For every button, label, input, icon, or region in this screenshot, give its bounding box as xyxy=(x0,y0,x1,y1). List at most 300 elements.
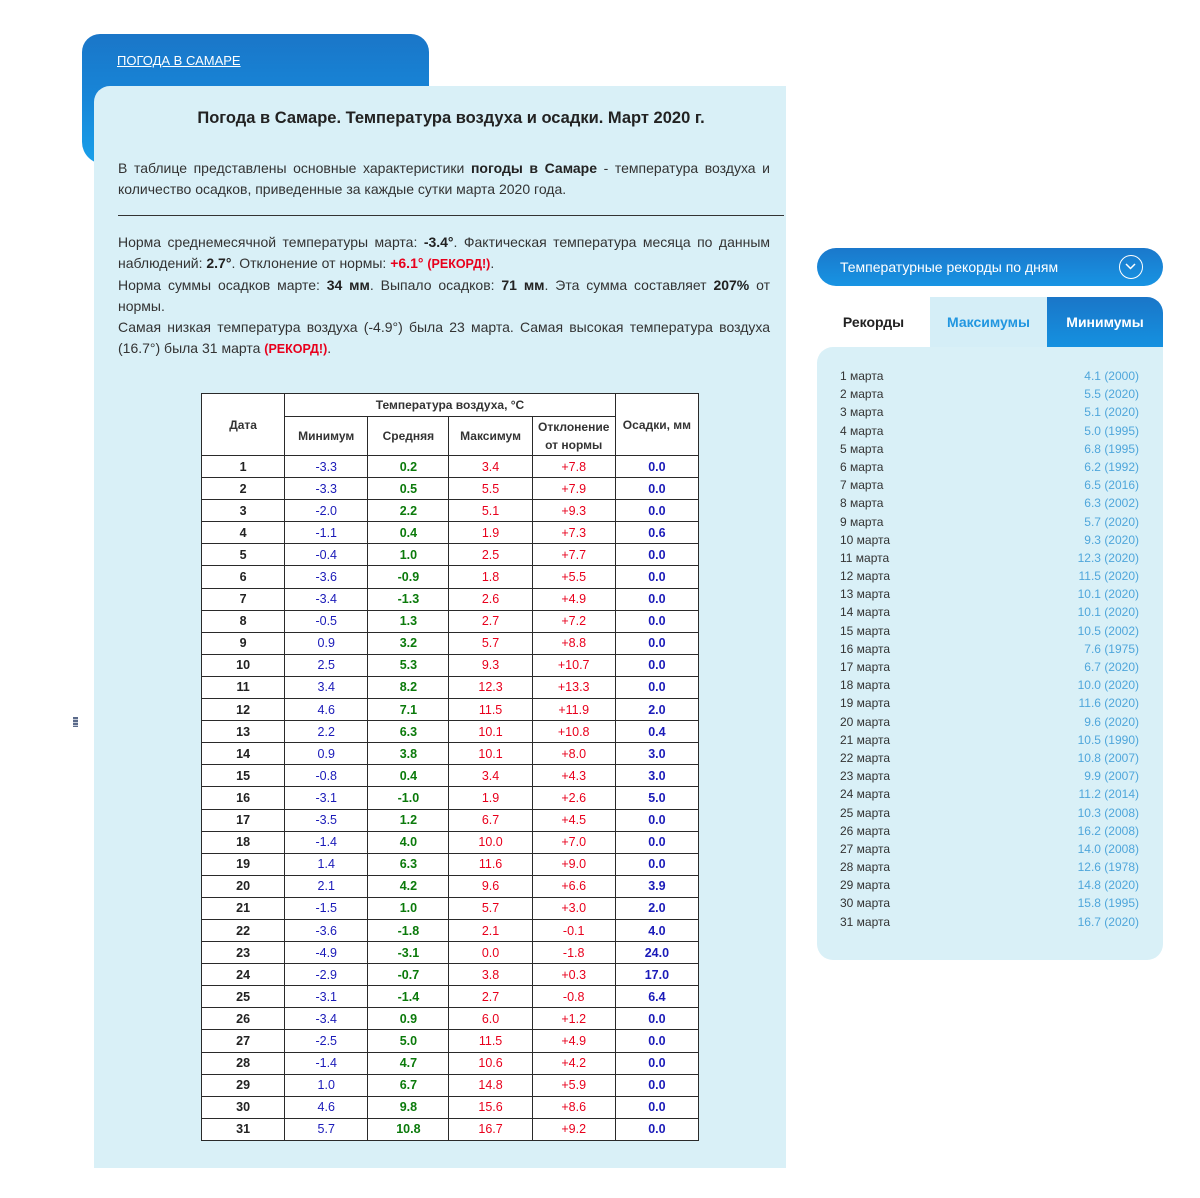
cell-precip: 0.0 xyxy=(615,566,698,588)
list-item xyxy=(840,405,1139,423)
cell-min: -4.9 xyxy=(285,942,368,964)
norm-precip: 34 мм xyxy=(326,277,370,293)
table-row xyxy=(202,1052,699,1074)
record-value: 12.3 (2020) xyxy=(1077,550,1139,565)
cell-date: 11 xyxy=(202,676,285,698)
record-value: 16.2 (2008) xyxy=(1077,823,1139,838)
cell-max: 14.8 xyxy=(449,1074,532,1096)
table-row xyxy=(202,743,699,765)
cell-date: 19 xyxy=(202,853,285,875)
cell-avg: -0.7 xyxy=(368,964,449,986)
cell-min: 3.4 xyxy=(285,676,368,698)
table-row xyxy=(202,478,699,500)
cell-deviation: +13.3 xyxy=(532,676,615,698)
cell-date: 31 xyxy=(202,1118,285,1140)
record-value: 11.5 (2020) xyxy=(1078,569,1139,584)
cell-precip: 0.0 xyxy=(615,544,698,566)
cell-avg: 6.3 xyxy=(368,721,449,743)
cell-date: 3 xyxy=(202,500,285,522)
actual-temp: 2.7° xyxy=(206,255,232,271)
cell-date: 7 xyxy=(202,588,285,610)
cell-min: -0.4 xyxy=(285,544,368,566)
cell-deviation: +9.2 xyxy=(532,1118,615,1140)
records-panel xyxy=(817,347,1163,960)
list-item xyxy=(840,678,1139,696)
cell-avg: 2.2 xyxy=(368,500,449,522)
cell-min: 4.6 xyxy=(285,699,368,721)
cell-date: 28 xyxy=(202,1052,285,1074)
record-value: 14.8 (2020) xyxy=(1077,878,1139,893)
cell-deviation: +6.6 xyxy=(532,875,615,897)
cell-max: 2.6 xyxy=(449,588,532,610)
cell-date: 20 xyxy=(202,875,285,897)
scroll-handle-icon[interactable] xyxy=(73,717,78,727)
cell-deviation: +7.3 xyxy=(532,522,615,544)
record-date: 9 марта xyxy=(840,514,884,529)
list-item xyxy=(840,769,1139,787)
cell-deviation: +5.9 xyxy=(532,1074,615,1096)
record-date: 31 марта xyxy=(840,914,891,929)
record-date: 19 марта xyxy=(840,696,891,711)
cell-min: 2.5 xyxy=(285,654,368,676)
cell-avg: 9.8 xyxy=(368,1096,449,1118)
record-value: 11.6 (2020) xyxy=(1078,696,1139,711)
cell-deviation: +11.9 xyxy=(532,699,615,721)
cell-max: 6.7 xyxy=(449,809,532,831)
record-date: 21 марта xyxy=(840,732,891,747)
cell-precip: 3.0 xyxy=(615,765,698,787)
list-item xyxy=(840,842,1139,860)
cell-date: 8 xyxy=(202,610,285,632)
cell-max: 6.0 xyxy=(449,1008,532,1030)
header-max: Максимум xyxy=(449,417,532,456)
cell-max: 1.9 xyxy=(449,522,532,544)
cell-avg: 1.0 xyxy=(368,897,449,919)
cell-precip: 0.0 xyxy=(615,1074,698,1096)
record-value: 5.5 (2020) xyxy=(1084,387,1139,402)
cell-deviation: +1.2 xyxy=(532,1008,615,1030)
cell-precip: 0.0 xyxy=(615,1118,698,1140)
cell-max: 12.3 xyxy=(449,676,532,698)
cell-max: 10.1 xyxy=(449,721,532,743)
cell-date: 23 xyxy=(202,942,285,964)
list-item xyxy=(840,515,1139,533)
cell-deviation: +8.6 xyxy=(532,1096,615,1118)
cell-deviation: +4.9 xyxy=(532,588,615,610)
record-date: 18 марта xyxy=(840,678,891,693)
cell-avg: 4.0 xyxy=(368,831,449,853)
record-date: 26 марта xyxy=(840,823,891,838)
list-item xyxy=(840,496,1139,514)
nav-link-weather-samara[interactable]: ПОГОДА В САМАРЕ xyxy=(117,53,241,68)
cell-precip: 0.0 xyxy=(615,654,698,676)
tab-minimums[interactable]: Минимумы xyxy=(1047,297,1163,347)
records-list xyxy=(840,369,1139,933)
precip-percent: 207% xyxy=(713,277,750,293)
cell-precip: 24.0 xyxy=(615,942,698,964)
cell-precip: 0.0 xyxy=(615,853,698,875)
list-item xyxy=(840,915,1139,933)
list-item xyxy=(840,442,1139,460)
cell-date: 17 xyxy=(202,809,285,831)
cell-min: -3.3 xyxy=(285,478,368,500)
cell-date: 2 xyxy=(202,478,285,500)
cell-precip: 3.0 xyxy=(615,743,698,765)
cell-date: 29 xyxy=(202,1074,285,1096)
table-row xyxy=(202,875,699,897)
record-date: 20 марта xyxy=(840,714,891,729)
cell-max: 3.4 xyxy=(449,456,532,478)
record-date: 11 марта xyxy=(840,550,890,565)
cell-avg: 1.3 xyxy=(368,610,449,632)
table-row xyxy=(202,986,699,1008)
header-temp-group: Температура воздуха, °С xyxy=(285,394,616,417)
table-row xyxy=(202,897,699,919)
cell-deviation: +7.7 xyxy=(532,544,615,566)
list-item xyxy=(840,424,1139,442)
cell-avg: -1.0 xyxy=(368,787,449,809)
header-precip: Осадки, мм xyxy=(615,394,698,456)
list-item xyxy=(840,660,1139,678)
record-date: 17 марта xyxy=(840,660,891,674)
cell-min: 2.2 xyxy=(285,721,368,743)
record-value: 10.1 (2020) xyxy=(1077,587,1139,602)
cell-avg: -1.4 xyxy=(368,986,449,1008)
cell-avg: 5.0 xyxy=(368,1030,449,1052)
tab-records[interactable]: Рекорды xyxy=(817,297,930,347)
record-date: 12 марта xyxy=(840,569,891,584)
record-date: 3 марта xyxy=(840,405,884,420)
record-value: 6.2 (1992) xyxy=(1084,459,1139,474)
table-row xyxy=(202,1008,699,1030)
cell-min: 2.1 xyxy=(285,875,368,897)
cell-min: -3.3 xyxy=(285,456,368,478)
cell-min: -2.5 xyxy=(285,1030,368,1052)
cell-avg: 0.9 xyxy=(368,1008,449,1030)
cell-max: 10.6 xyxy=(449,1052,532,1074)
record-value: 6.3 (2002) xyxy=(1084,496,1139,511)
cell-date: 1 xyxy=(202,456,285,478)
record-value: 10.8 (2007) xyxy=(1077,750,1139,765)
cell-max: 2.7 xyxy=(449,986,532,1008)
cell-date: 15 xyxy=(202,765,285,787)
cell-date: 25 xyxy=(202,986,285,1008)
cell-avg: 1.2 xyxy=(368,809,449,831)
cell-avg: 0.4 xyxy=(368,522,449,544)
record-date: 30 марта xyxy=(840,896,891,911)
cell-deviation: +10.8 xyxy=(532,721,615,743)
table-row xyxy=(202,853,699,875)
cell-max: 2.5 xyxy=(449,544,532,566)
chevron-down-icon[interactable] xyxy=(1119,255,1143,279)
cell-deviation: +3.0 xyxy=(532,897,615,919)
cell-max: 11.5 xyxy=(449,699,532,721)
record-date: 4 марта xyxy=(840,423,884,438)
cell-date: 9 xyxy=(202,632,285,654)
cell-deviation: +7.0 xyxy=(532,831,615,853)
records-dropdown[interactable] xyxy=(817,248,1163,286)
cell-precip: 0.4 xyxy=(615,721,698,743)
cell-precip: 6.4 xyxy=(615,986,698,1008)
cell-avg: 0.4 xyxy=(368,765,449,787)
cell-date: 22 xyxy=(202,919,285,941)
table-row xyxy=(202,610,699,632)
cell-avg: 5.3 xyxy=(368,654,449,676)
cell-avg: 6.7 xyxy=(368,1074,449,1096)
page-title: Погода в Самаре. Температура воздуха и осадки. Март 2020 г. xyxy=(197,109,705,127)
cell-deviation: +7.9 xyxy=(532,478,615,500)
table-row xyxy=(202,942,699,964)
weather-table xyxy=(201,393,699,1141)
header-min: Минимум xyxy=(285,417,368,456)
list-item xyxy=(840,624,1139,642)
cell-max: 11.5 xyxy=(449,1030,532,1052)
record-value: 11.2 (2014) xyxy=(1078,787,1139,802)
cell-precip: 0.0 xyxy=(615,456,698,478)
cell-avg: -1.8 xyxy=(368,919,449,941)
cell-precip: 0.0 xyxy=(615,809,698,831)
cell-avg: -1.3 xyxy=(368,588,449,610)
record-value: 10.5 (2002) xyxy=(1077,623,1139,638)
header-date: Дата xyxy=(202,394,285,456)
record-value: 5.7 (2020) xyxy=(1084,514,1139,529)
header-avg: Средняя xyxy=(368,417,449,456)
cell-precip: 5.0 xyxy=(615,787,698,809)
cell-date: 12 xyxy=(202,699,285,721)
cell-avg: 3.2 xyxy=(368,632,449,654)
record-value: 10.0 (2020) xyxy=(1077,678,1139,693)
record-date: 28 марта xyxy=(840,860,891,875)
cell-precip: 0.0 xyxy=(615,632,698,654)
cell-date: 10 xyxy=(202,654,285,676)
cell-deviation: -0.1 xyxy=(532,919,615,941)
main-content xyxy=(94,86,786,1168)
cell-precip: 0.0 xyxy=(615,831,698,853)
table-row xyxy=(202,721,699,743)
tab-maximums[interactable]: Максимумы xyxy=(930,297,1047,347)
cell-date: 27 xyxy=(202,1030,285,1052)
cell-min: 1.0 xyxy=(285,1074,368,1096)
cell-avg: -0.9 xyxy=(368,566,449,588)
record-date: 25 марта xyxy=(840,805,891,820)
cell-avg: 0.5 xyxy=(368,478,449,500)
cell-max: 11.6 xyxy=(449,853,532,875)
cell-min: -2.0 xyxy=(285,500,368,522)
cell-max: 5.5 xyxy=(449,478,532,500)
record-value: 16.7 (2020) xyxy=(1077,914,1139,929)
cell-min: -3.4 xyxy=(285,1008,368,1030)
table-row xyxy=(202,699,699,721)
cell-precip: 0.0 xyxy=(615,478,698,500)
cell-precip: 0.0 xyxy=(615,1096,698,1118)
cell-max: 3.4 xyxy=(449,765,532,787)
cell-min: 0.9 xyxy=(285,743,368,765)
table-row xyxy=(202,522,699,544)
record-value: 9.3 (2020) xyxy=(1084,532,1139,547)
cell-precip: 0.0 xyxy=(615,1052,698,1074)
record-value: 7.6 (1975) xyxy=(1084,641,1139,656)
cell-min: -1.1 xyxy=(285,522,368,544)
record-date: 10 марта xyxy=(840,532,891,547)
cell-deviation: +8.0 xyxy=(532,743,615,765)
cell-min: -3.5 xyxy=(285,809,368,831)
cell-precip: 0.0 xyxy=(615,676,698,698)
cell-date: 21 xyxy=(202,897,285,919)
list-item xyxy=(840,751,1139,769)
cell-date: 5 xyxy=(202,544,285,566)
cell-max: 10.0 xyxy=(449,831,532,853)
record-value: 10.5 (1990) xyxy=(1077,732,1139,747)
records-tabs xyxy=(817,297,1163,347)
record-value: 6.7 (2020) xyxy=(1084,660,1139,674)
list-item xyxy=(840,696,1139,714)
record-value: 4.1 (2000) xyxy=(1084,369,1139,383)
record-date: 24 марта xyxy=(840,787,891,802)
record-date: 23 марта xyxy=(840,769,891,784)
record-date: 29 марта xyxy=(840,878,891,893)
divider xyxy=(118,215,784,216)
actual-precip: 71 мм xyxy=(501,277,545,293)
cell-precip: 0.0 xyxy=(615,1008,698,1030)
cell-avg: 3.8 xyxy=(368,743,449,765)
table-row xyxy=(202,676,699,698)
cell-precip: 0.0 xyxy=(615,1030,698,1052)
cell-precip: 3.9 xyxy=(615,875,698,897)
cell-min: -0.8 xyxy=(285,765,368,787)
record-badge-2: (РЕКОРД!) xyxy=(264,342,328,356)
cell-min: -3.4 xyxy=(285,588,368,610)
cell-deviation: +4.2 xyxy=(532,1052,615,1074)
cell-deviation: +9.3 xyxy=(532,500,615,522)
table-row xyxy=(202,566,699,588)
record-date: 5 марта xyxy=(840,441,884,456)
table-row xyxy=(202,1074,699,1096)
table-row xyxy=(202,1096,699,1118)
record-date: 14 марта xyxy=(840,605,891,620)
cell-deviation: +4.3 xyxy=(532,765,615,787)
cell-max: 15.6 xyxy=(449,1096,532,1118)
list-item xyxy=(840,605,1139,623)
cell-date: 26 xyxy=(202,1008,285,1030)
table-row xyxy=(202,500,699,522)
cell-max: 16.7 xyxy=(449,1118,532,1140)
record-date: 8 марта xyxy=(840,496,884,511)
cell-deviation: +4.5 xyxy=(532,809,615,831)
record-value: 9.6 (2020) xyxy=(1084,714,1139,729)
cell-avg: 1.0 xyxy=(368,544,449,566)
list-item xyxy=(840,460,1139,478)
cell-min: 1.4 xyxy=(285,853,368,875)
list-item xyxy=(840,369,1139,387)
records-dropdown-label: Температурные рекорды по дням xyxy=(840,259,1059,275)
cell-deviation: +9.0 xyxy=(532,853,615,875)
cell-min: -1.4 xyxy=(285,831,368,853)
record-date: 15 марта xyxy=(840,623,891,638)
cell-min: -3.1 xyxy=(285,787,368,809)
cell-date: 14 xyxy=(202,743,285,765)
table-row xyxy=(202,809,699,831)
record-date: 7 марта xyxy=(840,478,884,493)
list-item xyxy=(840,569,1139,587)
cell-avg: 4.7 xyxy=(368,1052,449,1074)
cell-avg: -3.1 xyxy=(368,942,449,964)
record-value: 5.0 (1995) xyxy=(1084,423,1139,438)
table-row xyxy=(202,588,699,610)
record-date: 6 марта xyxy=(840,459,884,474)
cell-min: -0.5 xyxy=(285,610,368,632)
cell-avg: 0.2 xyxy=(368,456,449,478)
norm-temp: -3.4° xyxy=(423,234,454,250)
record-date: 1 марта xyxy=(840,369,884,383)
cell-deviation: +8.8 xyxy=(532,632,615,654)
cell-max: 2.7 xyxy=(449,610,532,632)
cell-max: 9.3 xyxy=(449,654,532,676)
cell-max: 10.1 xyxy=(449,743,532,765)
record-value: 10.3 (2008) xyxy=(1077,805,1139,820)
table-row xyxy=(202,1118,699,1140)
cell-deviation: +7.8 xyxy=(532,456,615,478)
list-item xyxy=(840,587,1139,605)
intro-paragraph: В таблице представлены основные характеристики погоды в Самаре - температура воздуха и количество осадков, приведенные за каждые сутки марта 2020 года. xyxy=(118,160,770,197)
table-row xyxy=(202,831,699,853)
cell-min: -3.6 xyxy=(285,919,368,941)
cell-date: 13 xyxy=(202,721,285,743)
cell-min: -2.9 xyxy=(285,964,368,986)
record-value: 6.5 (2016) xyxy=(1084,478,1139,493)
cell-deviation: +4.9 xyxy=(532,1030,615,1052)
cell-deviation: -1.8 xyxy=(532,942,615,964)
cell-avg: 4.2 xyxy=(368,875,449,897)
record-value: 6.8 (1995) xyxy=(1084,441,1139,456)
record-value: 15.8 (1995) xyxy=(1077,896,1139,911)
cell-min: 0.9 xyxy=(285,632,368,654)
record-badge: (РЕКОРД!) xyxy=(427,257,491,271)
cell-max: 0.0 xyxy=(449,942,532,964)
list-item xyxy=(840,896,1139,914)
cell-date: 4 xyxy=(202,522,285,544)
record-date: 27 марта xyxy=(840,841,891,856)
header-deviation: Отклонение от нормы xyxy=(532,417,615,456)
cell-precip: 2.0 xyxy=(615,699,698,721)
table-row xyxy=(202,544,699,566)
cell-max: 1.8 xyxy=(449,566,532,588)
list-item xyxy=(840,787,1139,805)
list-item xyxy=(840,824,1139,842)
cell-precip: 0.0 xyxy=(615,500,698,522)
cell-precip: 4.0 xyxy=(615,919,698,941)
table-row xyxy=(202,654,699,676)
list-item xyxy=(840,733,1139,751)
cell-avg: 10.8 xyxy=(368,1118,449,1140)
list-item xyxy=(840,715,1139,733)
record-date: 16 марта xyxy=(840,641,891,656)
cell-precip: 0.0 xyxy=(615,610,698,632)
record-date: 13 марта xyxy=(840,587,891,602)
cell-date: 18 xyxy=(202,831,285,853)
cell-precip: 17.0 xyxy=(615,964,698,986)
cell-min: -1.5 xyxy=(285,897,368,919)
cell-max: 1.9 xyxy=(449,787,532,809)
list-item xyxy=(840,860,1139,878)
deviation-value: +6.1° xyxy=(390,255,424,271)
cell-max: 5.1 xyxy=(449,500,532,522)
cell-deviation: +10.7 xyxy=(532,654,615,676)
list-item xyxy=(840,533,1139,551)
list-item xyxy=(840,551,1139,569)
cell-deviation: +5.5 xyxy=(532,566,615,588)
cell-deviation: +7.2 xyxy=(532,610,615,632)
record-date: 22 марта xyxy=(840,750,891,765)
